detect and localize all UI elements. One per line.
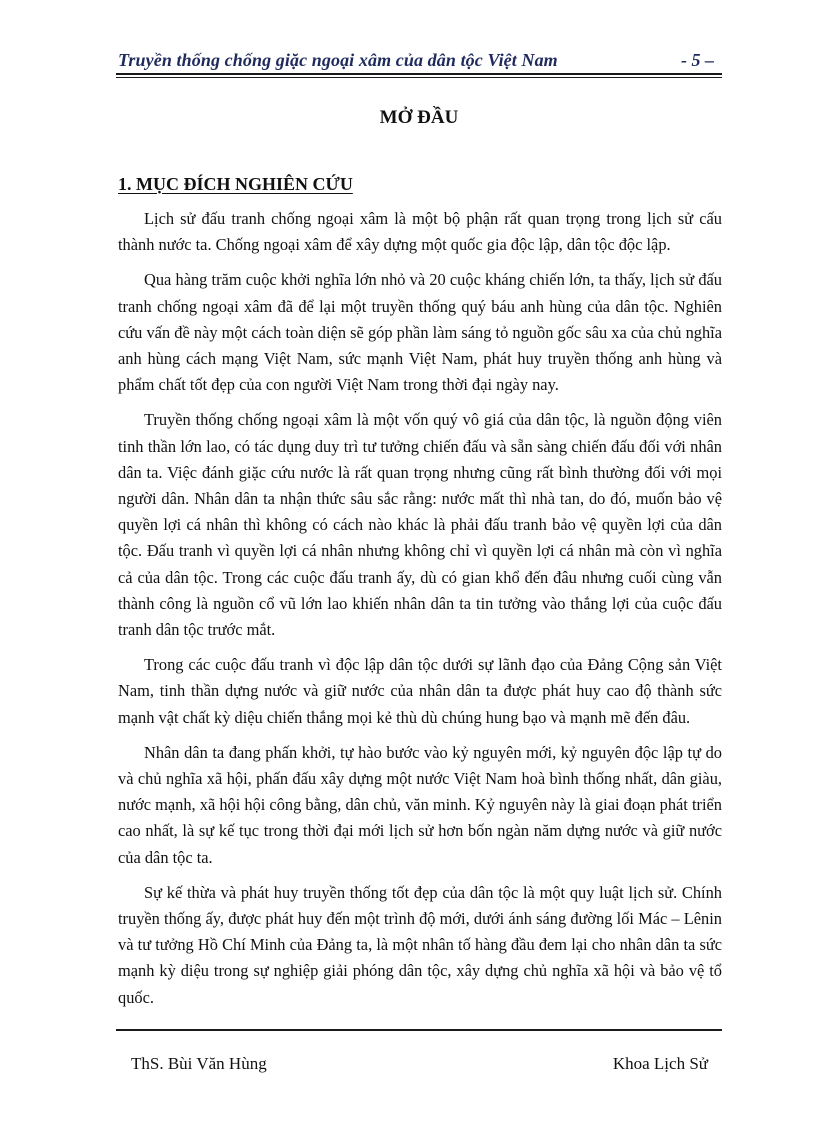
header-rule [116, 73, 722, 75]
header-rule-thin [116, 77, 722, 78]
paragraph: Lịch sử đấu tranh chống ngoại xâm là một bộ phận rất quan trọng trong lịch sử cấu thành nước ta. Chống ngoại xâm để xây dựng một quốc gia độc lập, dân tộc độc lập. [118, 209, 722, 255]
header-title: Truyền thống chống giặc ngoại xâm của dân tộc Việt Nam [118, 50, 558, 70]
footer-author: ThS. Bùi Văn Hùng [131, 1054, 267, 1073]
paragraph: Qua hàng trăm cuộc khởi nghĩa lớn nhỏ và 20 cuộc kháng chiến lớn, ta thấy, lịch sử đấu tranh chống ngoại xâm đã để lại một truyền thống quý báu anh hùng của dân tộc. Nghiên cứu vấn đề này một cách toàn diện sẽ góp phần làm sáng tỏ nguồn gốc sâu xa của chủ nghĩa anh hùng cách mạng Việt Nam, sức mạnh Việt Nam, phát huy truyền thống anh hùng và phẩm chất tốt đẹp của con người Việt Nam trong thời đại ngày nay. [118, 270, 722, 395]
running-header [116, 50, 722, 78]
section-heading: 1. MỤC ĐÍCH NGHIÊN CỨU [118, 174, 353, 194]
page-number: - 5 – [681, 50, 714, 70]
body-text [118, 206, 722, 1020]
page-title: MỞ ĐẦU [379, 107, 459, 128]
paragraph: Nhân dân ta đang phấn khởi, tự hào bước vào kỷ nguyên mới, kỷ nguyên độc lập tự do và chủ nghĩa xã hội, phấn đấu xây dựng một nước Việt Nam hoà bình thống nhất, dân giàu, nước mạnh, xã hội hội công bằng, dân chủ, văn minh. Kỷ nguyên này là giai đoạn phát triển cao nhất, là sự kế tục trong thời đại mới lịch sử hơn bốn ngàn năm dựng nước và giữ nước của dân tộc ta. [118, 742, 722, 867]
paragraph: Sự kế thừa và phát huy truyền thống tốt đẹp của dân tộc là một quy luật lịch sử. Chính truyền thống ấy, được phát huy đến một trình độ mới, dưới ánh sáng đường lối Mác – Lênin và tư tưởng Hồ Chí Minh của Đảng ta, là một nhân tố hàng đầu đem lại cho nhân dân ta sức mạnh kỳ diệu trong sự nghiệp giải phóng dân tộc, xây dựng chủ nghĩa xã hội và bảo vệ tổ quốc. [118, 882, 722, 1007]
paragraph: Trong các cuộc đấu tranh vì độc lập dân tộc dưới sự lãnh đạo của Đảng Cộng sản Việt Nam, tinh thần dựng nước và giữ nước của nhân dân ta được phát huy cao độ thành sức mạnh vật chất kỳ diệu chiến thắng mọi kẻ thù dù chúng hung bạo và mạnh mẽ đến đâu. [118, 655, 722, 727]
footer-department: Khoa Lịch Sử [612, 1054, 708, 1073]
footer-rule [116, 1029, 722, 1031]
paragraph: Truyền thống chống ngoại xâm là một vốn quý vô giá của dân tộc, là nguồn động viên tinh thần lớn lao, có tác dụng duy trì tư tưởng chiến đấu và sẵn sàng chiến đấu đối với nhân dân ta. Việc đánh giặc cứu nước là rất quan trọng nhưng cũng rất bình thường đối với mọi người dân. Nhân dân ta nhận thức sâu sắc rằng: nước mất thì nhà tan, do đó, muốn bảo vệ quyền lợi cá nhân thì không có cách nào khác là phải đấu tranh bảo vệ quyền lợi của dân tộc. Đấu tranh vì quyền lợi cá nhân nhưng không chỉ vì quyền lợi cá nhân mà còn vì nghĩa cả của dân tộc. Trong các cuộc đấu tranh ấy, dù có gian khổ đến đâu nhưng cuối cùng vẫn thành công là nguồn cổ vũ lớn lao khiến nhân dân ta tin tưởng vào thắng lợi của cuộc đấu tranh dân tộc trước mắt. [118, 410, 722, 640]
